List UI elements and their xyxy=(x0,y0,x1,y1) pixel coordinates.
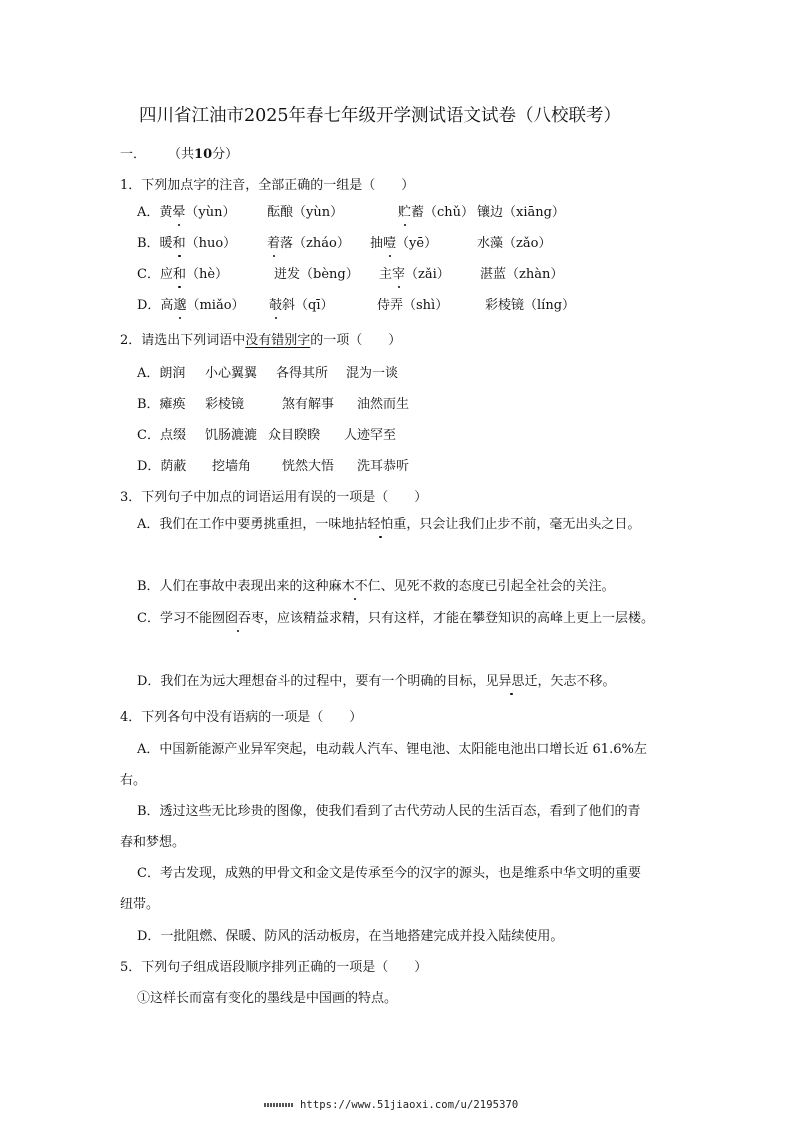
page-footer xyxy=(264,1097,518,1113)
q4-option-b-line1: B．透过这些无比珍贵的图像，使我们看到了古代劳动人民的生活百态，看到了他们的青 xyxy=(137,804,641,819)
q3-option-a: A．我们在工作中要勇挑重担，一味地拈轻怕重，只会让我们止步不前，毫无出头之日。 xyxy=(137,517,641,532)
section-header xyxy=(120,147,238,163)
q2-stem: 2．请选出下列词语中没有错别字的一项（ ） xyxy=(120,333,402,348)
section-score: 10 xyxy=(194,147,213,162)
q4-option-d: D．一批阻燃、保暖、防风的活动板房，在当地搭建完成并投入陆续使用。 xyxy=(137,929,564,944)
q1-stem: 1．下列加点字的注音，全部正确的一组是（ ） xyxy=(120,178,415,193)
q4-option-a-line1: A．中国新能源产业异军突起，电动载人汽车、锂电池、太阳能电池出口增长近 61.6%左 xyxy=(137,742,647,757)
q4-option-c-line2: 纽带。 xyxy=(120,897,160,912)
q3-stem: 3．下列句子中加点的词语运用有误的一项是（ ） xyxy=(120,490,428,505)
q4-option-a-line2: 右。 xyxy=(120,773,147,788)
q5-stem: 5．下列句子组成语段顺序排列正确的一项是（ ） xyxy=(120,960,428,975)
q4-option-b-line2: 春和梦想。 xyxy=(120,835,186,850)
q3-option-d: D．我们在为远大理想奋斗的过程中，要有一个明确的目标，见异思迁，矢志不移。 xyxy=(137,674,616,689)
q3-option-b: B．人们在事故中表现出来的这种麻木不仁、见死不救的态度已引起全社会的关注。 xyxy=(137,579,615,594)
q4-option-c-line1: C．考古发现，成熟的甲骨文和金文是传承至今的汉字的源头，也是维系中华文明的重要 xyxy=(137,866,641,881)
q4-stem: 4．下列各句中没有语病的一项是（ ） xyxy=(120,710,363,725)
section-score-pre: （共 xyxy=(168,147,195,162)
q5-sentence-1: ①这样长而富有变化的墨线是中国画的特点。 xyxy=(137,991,398,1006)
page-title: 四川省江油市2025年春七年级开学测试语文试卷（八校联考） xyxy=(139,106,622,126)
section-score-post: 分） xyxy=(212,147,239,162)
footer-logo-mark xyxy=(264,1103,294,1107)
section-number: 一． xyxy=(120,147,147,162)
q3-option-c: C．学习不能囫囵吞枣，应该精益求精，只有这样，才能在攀登知识的高峰上更上一层楼。 xyxy=(137,611,654,626)
footer-url: https://www.51jiaoxi.com/u/2195370 xyxy=(300,1099,519,1111)
